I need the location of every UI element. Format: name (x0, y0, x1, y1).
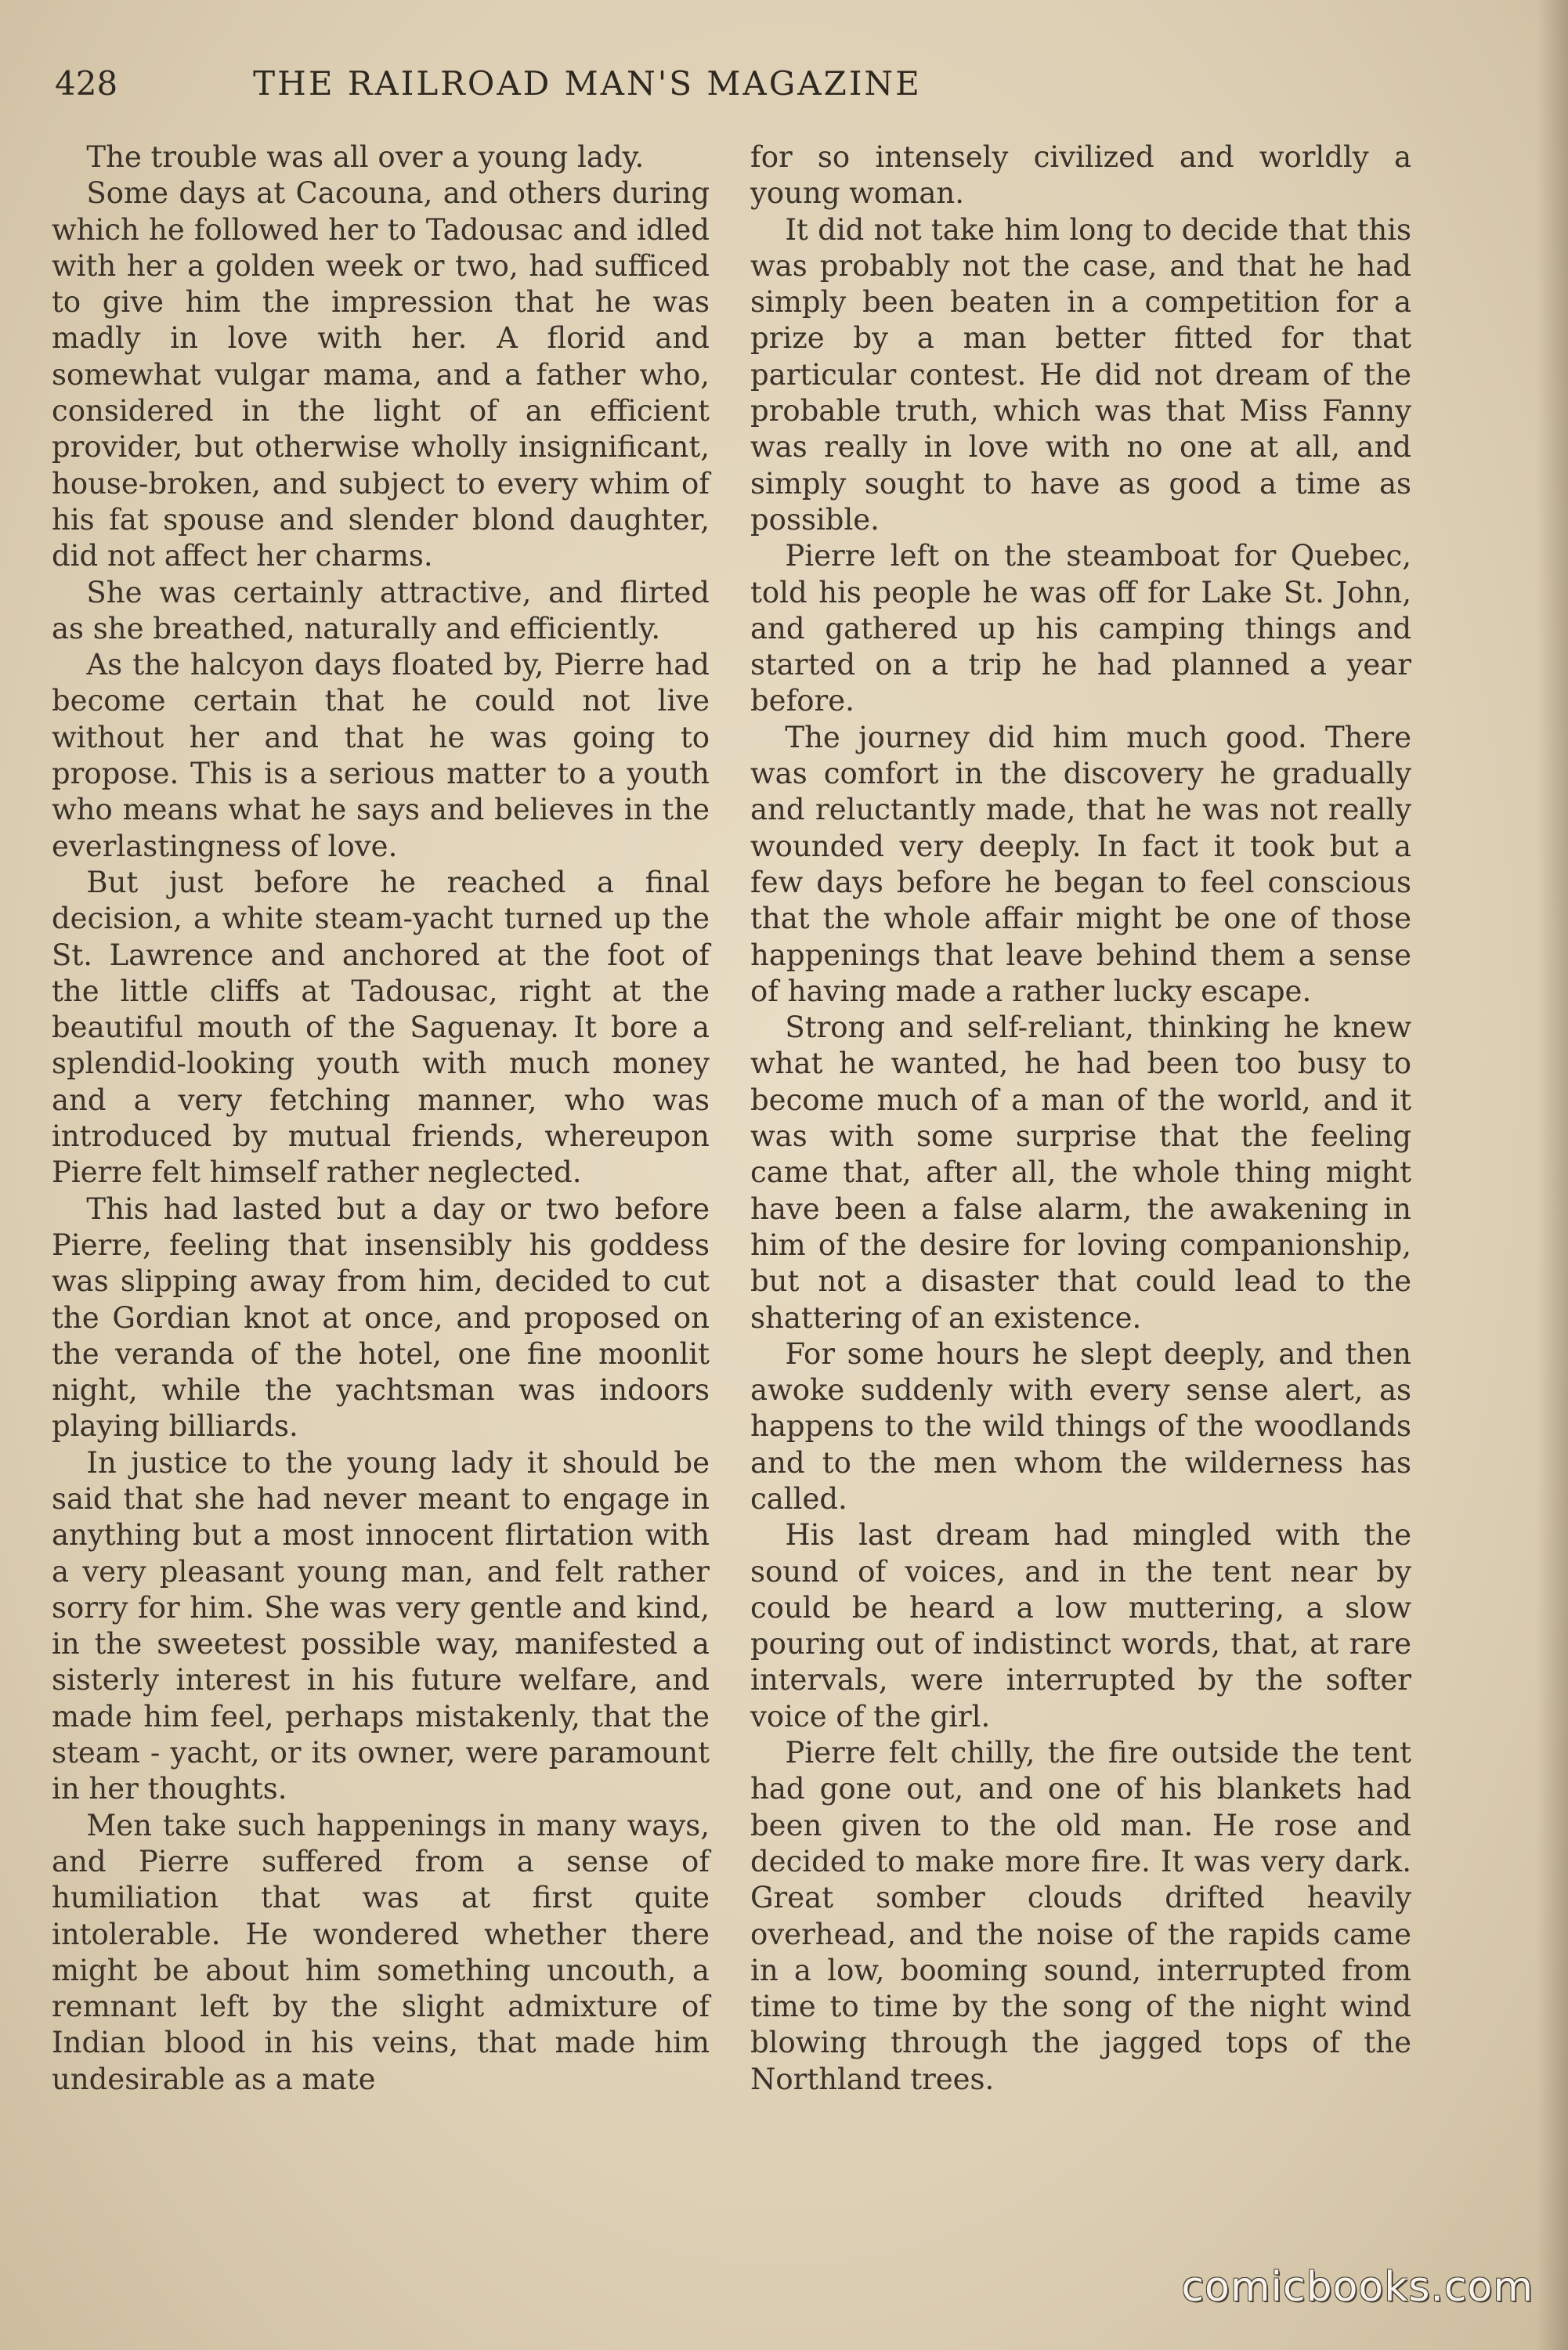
paragraph: This had lasted but a day or two before Pierre, feeling that insensibly his goddess was slipping away from him, decided to cut the Gordian knot at once, and proposed on the veranda of the hotel, one fine moonlit night, while the yachtsman was indoors playing billiards. (52, 1191, 710, 1444)
paragraph: Some days at Cacouna, and others during which he followed her to Tadousac and idled with her a golden week or two, had sufficed to give him the impression that he was madly in love with her. A florid and somewhat vulgar mama, and a father who, considered in the light of an efficient provider, but otherwise wholly insignificant, house-broken, and subject to every whim of his fat spouse and slender blond daughter, did not affect her charms. (52, 176, 710, 573)
watermark-logo: comicbooks.com (1181, 2264, 1534, 2311)
paragraph: The journey did him much good. There was comfort in the discovery he gradually and reluctantly made, that he was not really wounded very deeply. In fact it took but a few days before he began to feel conscious that the whole affair might be one of those happenings that leave behind them a sense of having made a rather lucky escape. (750, 720, 1411, 1008)
paragraph: The trouble was all over a young lady. (86, 140, 645, 174)
paragraph: Pierre felt chilly, the fire outside the tent had gone out, and one of his blankets had been given to the old man. He rose and decided to make more fire. It was very dark. Great somber clouds drifted heavily overhead, and the noise of the rapids came in a low, booming sound, interrupted from time to time by the song of the night wind blowing through the jagged tops of the Northland trees. (750, 1736, 1411, 2096)
paragraph: For some hours he slept deeply, and then awoke suddenly with every sense alert, as happens to the wild things of the woodlands and to the men whom the wilderness has called. (750, 1336, 1411, 1516)
paragraph-continuation: for so intensely civilized and worldly a young woman. (750, 140, 1411, 211)
page-number: 428 (55, 64, 118, 103)
paragraph: She was certainly attractive, and flirted as she breathed, naturally and efficiently. (52, 575, 710, 645)
paragraph: Men take such happenings in many ways, and Pierre suffered from a sense of humiliation that was at first quite intolerable. He wondered whether there might be about him something uncouth, a remnant left by the slight admixture of Indian blood in his veins, that made him undesirable as a mate (52, 1808, 710, 2096)
paragraph: His last dream had mingled with the sound of voices, and in the tent near by could be heard a low muttering, a slow pouring out of indistinct words, that, at rare intervals, were interrupted by the softer voice of the girl. (750, 1518, 1411, 1734)
running-title: THE RAILROAD MAN'S MAGAZINE (253, 64, 922, 103)
paragraph: As the halcyon days floated by, Pierre had become certain that he could not live without her and that he was going to propose. This is a serious matter to a youth who means what he says and believes in the everlastingness of love. (52, 648, 710, 863)
page-header (55, 61, 1120, 108)
paragraph: It did not take him long to decide that this was probably not the case, and that he had simply been beaten in a competition for a prize by a man better fitted for that particular contest. He did not dream of the probable truth, which was that Miss Fanny was really in love with no one at all, and simply sought to have as good a time as possible. (750, 212, 1411, 537)
right-column (750, 139, 1411, 2098)
paragraph: Strong and self-reliant, thinking he knew what he wanted, he had been too busy to become much of a man of the world, and it was with some surprise that the feeling came that, after all, the whole thing might have been a false alarm, the awakening in him of the desire for loving companionship, but not a disaster that could lead to the shattering of an existence. (750, 1010, 1411, 1335)
page-edge-shadow (1537, 0, 1568, 2350)
paragraph: In justice to the young lady it should be said that she had never meant to engage in anything but a most innocent flirtation with a very pleasant young man, and felt rather sorry for him. She was very gentle and kind, in the sweetest possible way, manifested a sisterly interest in his future welfare, and made him feel, perhaps mistakenly, that the steam - yacht, or its owner, were paramount in her thoughts. (52, 1445, 710, 1806)
left-column (52, 139, 710, 2098)
paragraph: But just before he reached a final decision, a white steam-yacht turned up the St. Lawrence and anchored at the foot of the little cliffs at Tadousac, right at the beautiful mouth of the Saguenay. It bore a splendid-looking youth with much money and a very fetching manner, who was introduced by mutual friends, whereupon Pierre felt himself rather neglected. (52, 865, 710, 1190)
paragraph: Pierre left on the steamboat for Quebec, told his people he was off for Lake St. John, and gathered up his camping things and started on a trip he had planned a year before. (750, 539, 1411, 718)
